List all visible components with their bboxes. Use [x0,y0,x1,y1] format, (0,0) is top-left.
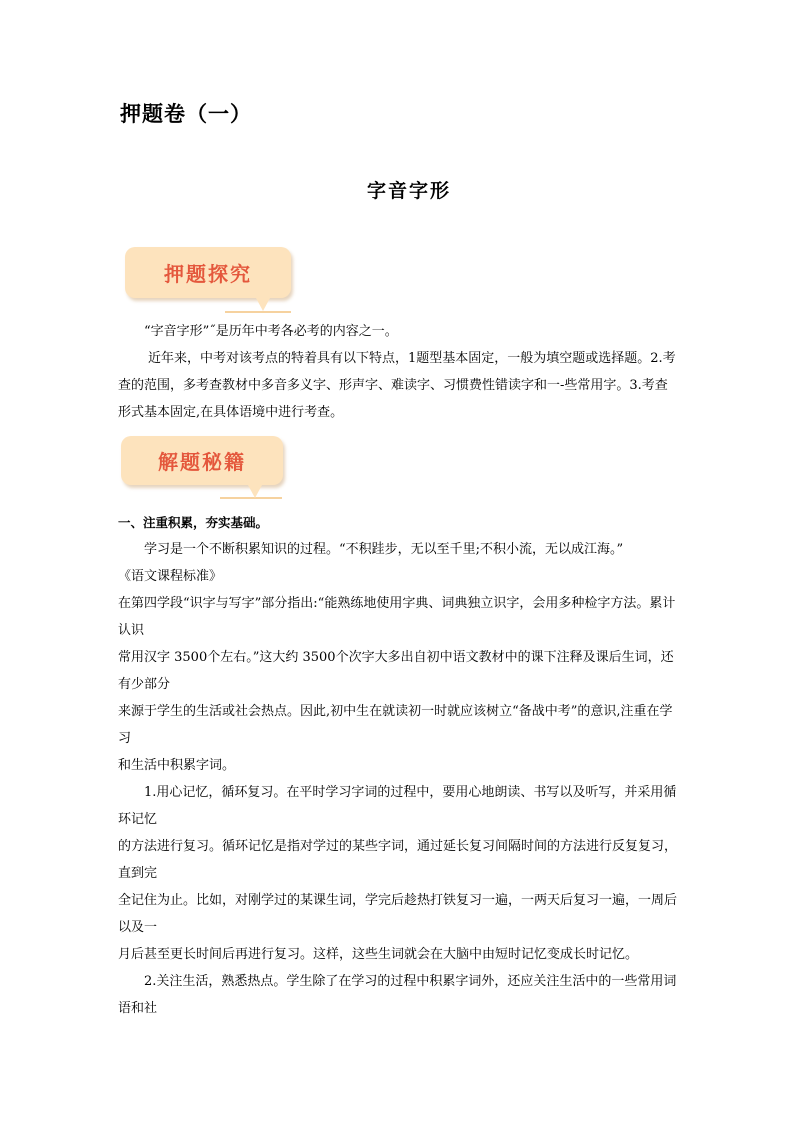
secrets-line: 来源于学生的生活或社会热点。因此,初中生在就读初一时就应该树立“备战中考”的意识,注重在学习 [118,704,673,746]
secrets-text [118,509,678,1022]
section-subtitle: 字音字形 [366,180,451,202]
banner-secrets-tail-tip [248,485,262,498]
secrets-line: 常用汉字 3500个左右。”这大约 3500个次字大多出自初中语文教材中的课下注释及课后生词，还有少部分 [118,650,674,692]
secrets-line: 全记住为止。比如，对刚学过的某课生词，学完后趁热打铁复习一遍，一两天后复习一遍，一周后以及一 [118,893,678,935]
secrets-line: 2.关注生活，熟悉热点。学生除了在学习的过程中积累字词外，还应关注生活中的一些常用词语和社 [118,974,677,1016]
secrets-line: 在第四学段“识字与写字”部分指出:“能熟练地使用字典、词典独立识字，会用多种检字方法。累计认识 [118,596,676,638]
explore-paragraph: 近年来，中考对该考点的特着具有以下特点，1题型基本固定，一般为填空题或选择题。2.考查的范围，多考查教材中多音多义字、形声字、难读字、习惯费性错读字和一-些常用字。3.考查形式基本固定,在具体语境中进行考查。 [118,351,676,420]
page-title: 押题卷（一） [120,102,252,126]
banner-explore-tail-tip [256,298,270,311]
banner-explore [125,247,291,298]
banner-explore-label: 押题探究 [164,262,252,286]
explore-line-1: “字音字形”˝是历年中考各必考的内容之一。 [144,324,398,339]
secrets-line: 的方法进行复习。循环记忆是指对学过的某些字词，通过延长复习间隔时间的方法进行反复复习，直到完 [118,839,678,881]
banner-secrets-label: 解题秘籍 [158,450,246,474]
secrets-line: 和生活中积累字词。 [118,758,236,773]
secrets-line: 1.用心记忆，循环复习。在平时学习字词的过程中，要用心地朗读、书写以及听写，并采用循环记忆 [118,785,677,827]
secrets-heading: 一、注重积累，夯实基础。 [118,515,269,530]
secrets-line: 《语文课程标准》 [118,569,223,584]
secrets-line: 学习是一个不断积累知识的过程。“不积跬步，无以至千里;不积小流，无以成江海。” [144,542,624,557]
banner-explore-tail [225,311,291,313]
secrets-line: 月后甚至更长时间后再进行复习。这样，这些生词就会在大脑中由短时记忆变成长时记忆。 [118,947,639,962]
banner-secrets [121,436,283,485]
explore-text [118,318,678,426]
